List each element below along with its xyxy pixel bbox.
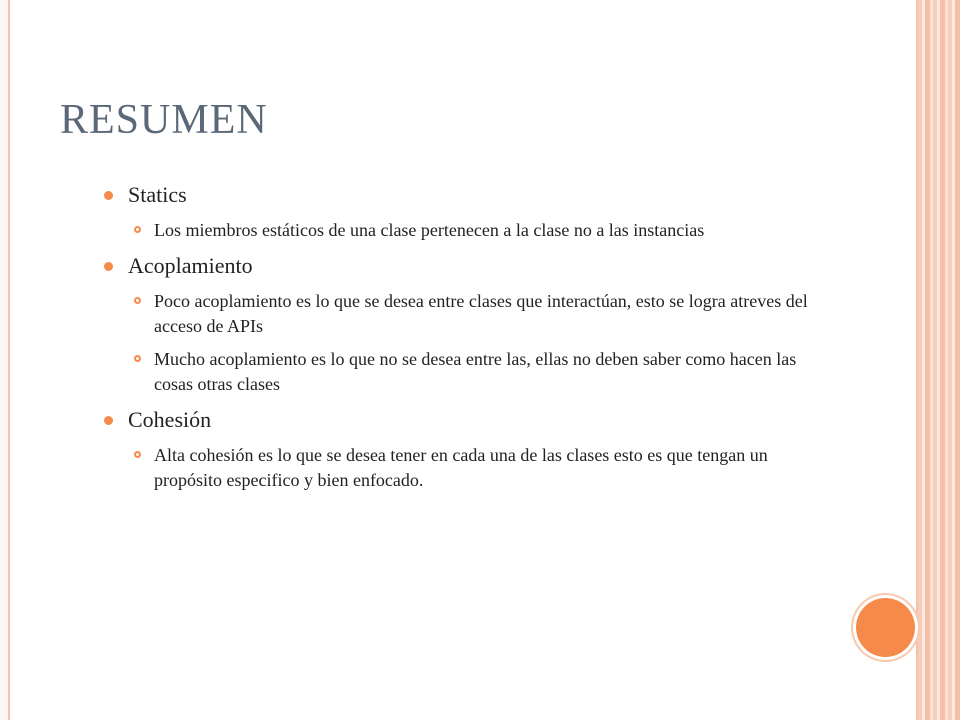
sub-point-text: Alta cohesión es lo que se desea tener en cada una de las clases esto es que tengan un propósito especifico y bien enfocado. xyxy=(154,445,768,490)
bullet-ring-icon xyxy=(134,355,141,362)
sub-point xyxy=(104,218,824,243)
section-heading-text: Statics xyxy=(128,182,187,207)
decorative-circle-icon xyxy=(856,598,915,657)
section-heading-text: Cohesión xyxy=(128,407,212,432)
section-heading-statics xyxy=(104,180,824,210)
sub-point xyxy=(104,347,824,397)
sub-point-text: Poco acoplamiento es lo que se desea entre clases que interactúan, esto se logra atreves del acceso de APIs xyxy=(154,291,808,336)
sub-point xyxy=(104,289,824,339)
bullet-dot-icon xyxy=(104,262,113,271)
sub-point-text: Los miembros estáticos de una clase pertenecen a la clase no a las instancias xyxy=(154,220,705,240)
decorative-stripes xyxy=(918,0,960,720)
section-heading-text: Acoplamiento xyxy=(128,253,253,278)
bullet-dot-icon xyxy=(104,191,113,200)
sub-point-text: Mucho acoplamiento es lo que no se desea entre las, ellas no deben saber como hacen las cosas otras clases xyxy=(154,349,797,394)
bullet-ring-icon xyxy=(134,451,141,458)
section-heading-cohesion xyxy=(104,405,824,435)
bullet-ring-icon xyxy=(134,297,141,304)
slide-title: RESUMEN xyxy=(60,97,268,143)
sub-point xyxy=(104,443,824,493)
slide-content xyxy=(104,172,824,493)
section-heading-acoplamiento xyxy=(104,251,824,281)
bullet-ring-icon xyxy=(134,226,141,233)
bullet-dot-icon xyxy=(104,416,113,425)
